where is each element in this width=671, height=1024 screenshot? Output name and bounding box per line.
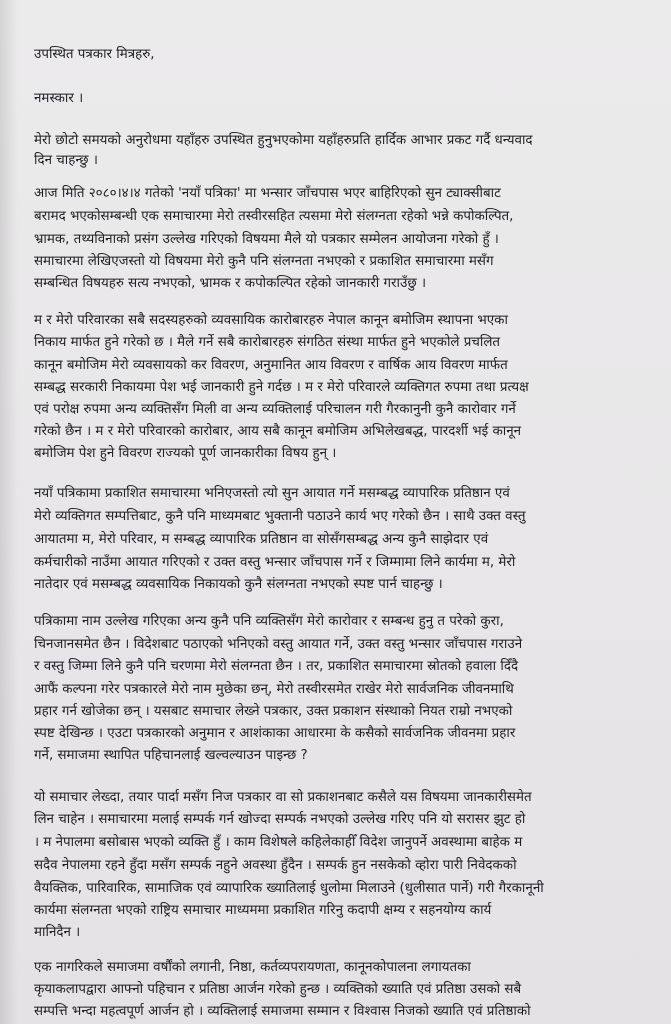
paragraph-line: पत्रिकामा नाम उल्लेख गरिएका अन्य कुनै पनि व्यक्तिसँग मेरो कारोवार र सम्बन्ध हुनु त परेको कुरा, [34,614,504,629]
paragraph-line: निकाय मार्फत हुने गरेको छ । मैले गर्ने सबै कारोबारहरु संगठित संस्था मार्फत हुने भएकोले प्रचलित [34,335,501,350]
paragraph-line: बमोजिम पेश हुने विवरण राज्यको पूर्ण जानकारीका विषय हुन् । [34,446,337,461]
paragraph-line: मेरो व्यक्तिगत सम्पत्तिबाट, कुनै पनि माध्यमबाट भुक्तानी पठाउने कार्य भए गरेको छैन । साथै उक्त वस्तु [34,509,526,524]
paragraph-line: बरामद भएकोसम्बन्धी एक समाचारमा मेरो तस्वीरसहित त्यसमा मेरो संलग्नता रहेको भन्ने कपोकल्पित, [34,209,514,224]
paragraph-line: आफैं कल्पना गरेर पत्रकारले मेरो नाम मुछेका छन्, मेरो तस्वीरसमेत राखेर मेरो सार्वजनिक जीवनमाथि [34,682,514,697]
paragraph-line: मेरो छोटो समयको अनुरोधमा यहाँहरु उपस्थित हुनुभएकोमा यहाँहरुप्रति हार्दिक आभार प्रकट गर्दै धन्यवाद [34,133,533,148]
paragraph-line: आज मिति २०८०।४।४ गतेको 'नयाँ पत्रिका' मा भन्सार जाँचपास भएर बाहिरिएको सुन ट्याक्सीबाट [34,186,501,201]
paragraph-line: गर्ने, समाजमा स्थापित पहिचानलाई खल्वल्याउन पाइन्छ ? [34,748,308,763]
paragraph-line: सदैव नेपालमा रहने हुँदा मसँग सम्पर्क नहुने अवस्था हुँदैन । सम्पर्क हुन नसकेको व्होरा पारी निवेदकको [34,858,517,873]
paragraph-line: वैयक्तिक, पारिवारिक, सामाजिक एवं व्यापारिक ख्यातिलाई धुलोमा मिलाउने (धुलीसात पार्ने) गरी गैरकानूनी [34,881,544,896]
paragraph-line: सम्पत्ति भन्दा महत्वपूर्ण आर्जन हो । व्यक्तिलाई समाजमा सम्मान र विश्वास निजको ख्याति एवं प्रतिष्ठाको [34,1004,531,1019]
paragraph-line: नातेदार एवं मसम्बद्ध व्यवसायिक निकायको कुनै संलग्नता नभएको स्पष्ट पार्न चाहन्छु । [34,577,443,592]
paragraph-line: सम्बन्धित विषयहरु सत्य नभएको, भ्रामक र कपोकल्पित रहेको जानकारी गराउँछु । [34,276,427,291]
paragraph-line: म र मेरो परिवारका सबै सदस्यहरुको व्यवसायिक कारोबारहरु नेपाल कानून बमोजिम स्थापना भएका [34,313,508,328]
paragraph-line: गरेको छैन । म र मेरो परिवारको कारोबार, आय सबै कानून बमोजिम अभिलेखबद्ध, पारदर्शी भई कानून [34,424,522,439]
paragraph-line: समाचारमा लेखिएजस्तो यो विषयमा मेरो कुनै पनि संलग्नता नभएको र प्रकाशित समाचारमा मसँग [34,254,494,269]
paragraph-line: । म नेपालमा बसोबास भएको व्यक्ति हुँ । काम विशेषले कहिलेकाहीँ विदेश जानुपर्ने अवस्थामा बाहेक म [34,835,523,850]
paragraph-line: चिनजानसमेत छैन । विदेशबाट पठाएको भनिएको वस्तु आयात गर्ने, उक्त वस्तु भन्सार जाँचपास गराउने [34,637,523,652]
paragraph-line: भ्रामक, तथ्यविनाको प्रसंग उल्लेख गरिएको विषयमा मैले यो पत्रकार सम्मेलन आयोजना गरेको हुँ । [34,232,499,247]
paragraph-line: यो समाचार लेख्दा, तयार पार्दा मसँग निज पत्रकार वा सो प्रकाशनबाट कसैले यस विषयमा जानकारीसमेत [34,790,532,805]
paragraph-line: प्रहार गर्न खोजेका छन् । यसबाट समाचार लेख्ने पत्रकार, उक्त प्रकाशन संस्थाको नियत राम्रो नभएको [34,704,513,719]
paragraph-line: कृयाकलापद्वारा आफ्नो पहिचान र प्रतिष्ठा आर्जन गरेको हुन्छ । व्यक्तिको ख्याति एवं प्रतिष्ठा उसको सबै [34,982,522,997]
paragraph-line: सम्बद्ध सरकारी निकायमा पेश भई जानकारी हुने गर्दछ । म र मेरो परिवारले व्यक्तिगत रुपमा तथा प्रत्यक्ष [34,380,529,395]
paragraph-line: कानून बमोजिम मेरो व्यवसायको कर विवरण, अनुमानित आय विवरण र वार्षिक आय विवरण मार्फत [34,358,508,373]
paragraph-line: नयाँ पत्रिकामा प्रकाशित समाचारमा भनिएजस्तो त्यो सुन आयात गर्ने मसम्बद्ध व्यापारिक प्रतिष्ठान एवं [34,486,510,501]
paragraph-line: कर्मचारीको नाउँमा आयात गरिएको र उक्त वस्तु भन्सार जाँचपास गर्ने र जिम्मामा लिने कार्यमा म, मेरो [34,555,516,570]
paragraph-line: स्पष्ट देखिन्छ । एउटा पत्रकारको अनुमान र आशंकाका आधारमा के कसैको सार्वजनिक जीवनमा प्रहार [34,726,516,741]
page-shadow [0,0,18,1024]
paragraph-line: र वस्तु जिम्मा लिने कुनै पनि चरणमा मेरो संलग्नता छैन । तर, प्रकाशित समाचारमा स्रोतको हवाला दिँदै [34,659,519,674]
paragraph-line: दिन चाहन्छु । [34,153,98,168]
paragraph-line: एक नागरिकले समाजमा वर्षौंको लगानी, निष्ठा, कर्तव्यपरायणता, कानूनकोपालना लगायतका [34,960,471,975]
paragraph-line: एवं परोक्ष रुपमा अन्य व्यक्तिसँग मिली वा अन्य व्यक्तिलाई परिचालन गरी गैरकानुनी कुनै कारोवार गर्ने [34,402,516,417]
paragraph-line: लिन चाहेन । समाचारमा मलाई सम्पर्क गर्न खोज्दा सम्पर्क नभएको उल्लेख गरिए पनि यो सरासर झुट हो [34,812,526,827]
paragraph-line: आयातमा म, मेरो परिवार, म सम्बद्ध व्यापारिक प्रतिष्ठान वा सोसँगसम्बद्ध अन्य कुनै साझेदार एवं [34,532,489,547]
paragraph-line: कार्यमा संलग्नता भएको राष्ट्रिय समाचार माध्यममा प्रकाशित गरिनु कदापी क्षम्य र सहनयोग्य कार्य [34,903,492,918]
salutation: उपस्थित पत्रकार मित्रहरु, [34,47,155,62]
paragraph-line: मानिदैन । [34,925,81,940]
greeting: नमस्कार । [34,91,84,106]
